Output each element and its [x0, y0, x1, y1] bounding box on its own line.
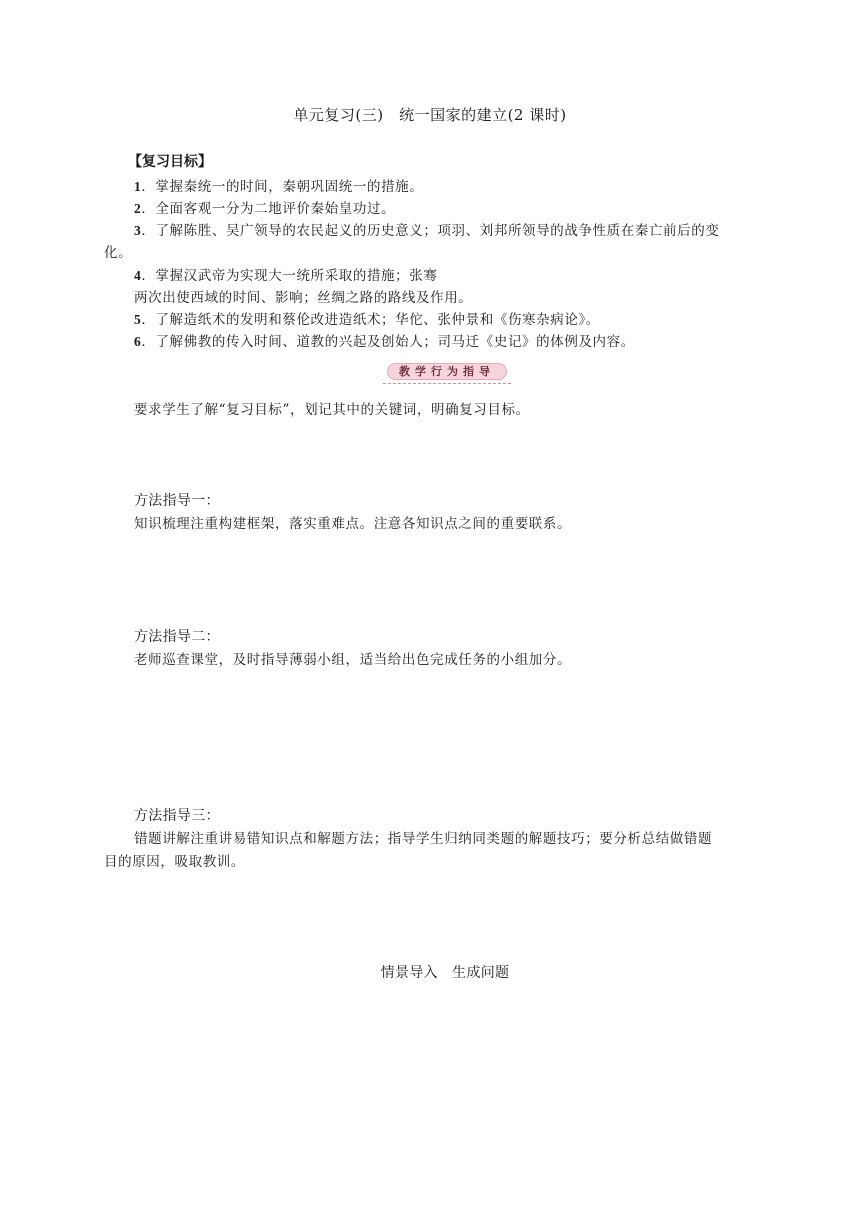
- method-1-heading: 方法指导一：: [134, 493, 220, 509]
- method-1-text: 知识梳理注重构建框架，落实重难点。注意各知识点之间的重要联系。: [134, 516, 572, 532]
- banner-label: 教学行为指导: [399, 365, 495, 378]
- goal-number: 5: [134, 312, 142, 327]
- goal-item-1: [134, 175, 423, 195]
- banner-dashed-underline: [383, 383, 511, 384]
- method-2-text: 老师巡查课堂，及时指导薄弱小组，适当给出色完成任务的小组加分。: [134, 652, 572, 668]
- method-3-heading: 方法指导三：: [134, 808, 220, 824]
- teaching-guidance-banner: [383, 362, 511, 386]
- method-3-continuation: 目的原因，吸取教训。: [104, 854, 245, 870]
- goal-item-3-continuation: 化。: [104, 245, 133, 261]
- page-title: 单元复习(三) 统一国家的建立(2 课时): [293, 106, 567, 124]
- goal-number: 4: [134, 268, 142, 283]
- method-3-text: 错题讲解注重讲易错知识点和解题方法；指导学生归纳同类题的解题技巧；要分析总结做错题: [134, 831, 713, 847]
- goals-heading: 【复习目标】: [128, 154, 212, 170]
- goal-text: ．掌握汉武帝为实现大一统所采取的措施；张骞: [141, 268, 438, 284]
- instruction-text: 要求学生了解“复习目标”，划记其中的关键词，明确复习目标。: [134, 402, 530, 418]
- goal-text: ．了解佛教的传入时间、道教的兴起及创始人；司马迁《史记》的体例及内容。: [141, 334, 635, 350]
- method-2-heading: 方法指导二：: [134, 629, 220, 645]
- goal-item-4-continuation: 两次出使西域的时间、影响；丝绸之路的路线及作用。: [134, 290, 473, 306]
- goal-number: 3: [134, 223, 142, 238]
- goal-text: ．掌握秦统一的时间，秦朝巩固统一的措施。: [141, 179, 424, 195]
- goal-item-3: [134, 219, 719, 239]
- goal-text: ．了解造纸术的发明和蔡伦改进造纸术；华佗、张仲景和《伤寒杂病论》。: [141, 312, 600, 328]
- goal-text: ．了解陈胜、吴广领导的农民起义的历史意义；项羽、刘邦所领导的战争性质在秦亡前后的变: [141, 223, 720, 239]
- goal-number: 6: [134, 334, 142, 349]
- goal-number: 2: [134, 201, 142, 216]
- goal-text: ．全面客观一分为二地评价秦始皇功过。: [141, 201, 396, 217]
- goal-item-4: [134, 264, 437, 284]
- goal-item-5: [134, 308, 600, 328]
- goal-number: 1: [134, 179, 142, 194]
- goal-item-2: [134, 197, 395, 217]
- goal-item-6: [134, 330, 635, 350]
- section-title: 情景导入 生成问题: [380, 965, 510, 981]
